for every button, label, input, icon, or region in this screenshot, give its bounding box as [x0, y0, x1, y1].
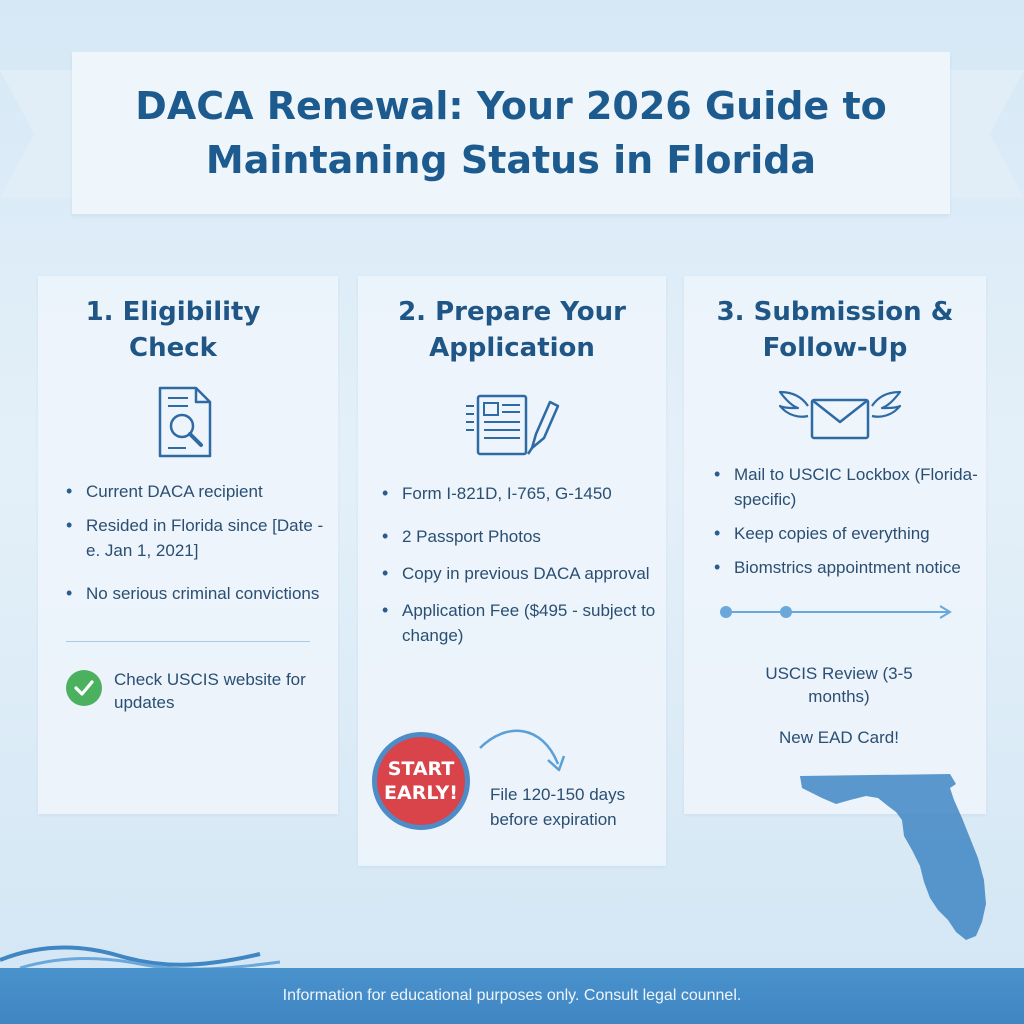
list-item: • Keep copies of everything — [714, 521, 984, 546]
uscis-review-text: USCIS Review (3-5 months) — [765, 664, 913, 706]
list-item: • Biomstrics appointment notice — [714, 555, 984, 580]
divider — [66, 641, 310, 642]
list-item: • No serious criminal convictions — [66, 581, 336, 606]
list-item: • Mail to USCIC Lockbox (Florida-specific) — [714, 462, 984, 512]
page-title: DACA Renewal: Your 2026 Guide to Maintaning Status in Florida — [135, 84, 887, 182]
start-early-text: START EARLY! — [384, 758, 458, 804]
florida-map-icon — [800, 770, 990, 942]
list-item: • Current DACA recipient — [66, 479, 336, 504]
uscis-note-text: Check USCIS website for updates — [114, 670, 306, 712]
title-banner — [0, 52, 1024, 214]
footer-disclaimer: Information for educational purposes only. Consult legal counnel. — [282, 987, 742, 1004]
banner-panel — [72, 52, 950, 214]
submission-card-title: 3. Submission & Follow-Up — [716, 297, 954, 363]
timeline-arrow — [718, 602, 954, 622]
prepare-list — [382, 481, 662, 660]
submission-list — [714, 462, 984, 589]
list-item: • Application Fee ($495 - subject to change) — [382, 598, 662, 648]
list-item: • Copy in previous DACA approval — [382, 561, 662, 586]
check-icon — [66, 670, 102, 706]
eligibility-list — [66, 479, 336, 615]
uscis-note — [66, 668, 326, 714]
eligibility-card-title: 1. Eligibility Check — [85, 297, 261, 363]
list-item: • Form I-821D, I-765, G-1450 — [382, 475, 662, 512]
winged-envelope-icon — [778, 386, 902, 444]
footer-bar — [0, 968, 1024, 1024]
submission-card — [684, 276, 986, 814]
file-timing-note: File 120-150 days before expiration — [490, 785, 626, 829]
curved-arrow-icon — [476, 722, 568, 780]
eligibility-card — [38, 276, 338, 814]
new-ead-card-text: New EAD Card! — [779, 728, 899, 747]
prepare-card — [358, 276, 666, 866]
form-pencil-icon — [462, 392, 562, 458]
start-early-badge — [372, 732, 470, 830]
prepare-card-title: 2. Prepare Your Application — [398, 297, 626, 363]
list-item: • Resided in Florida since [Date - e. Jan 1, 2021] — [66, 513, 336, 563]
document-search-icon — [156, 384, 216, 460]
list-item: • 2 Passport Photos — [382, 524, 662, 549]
